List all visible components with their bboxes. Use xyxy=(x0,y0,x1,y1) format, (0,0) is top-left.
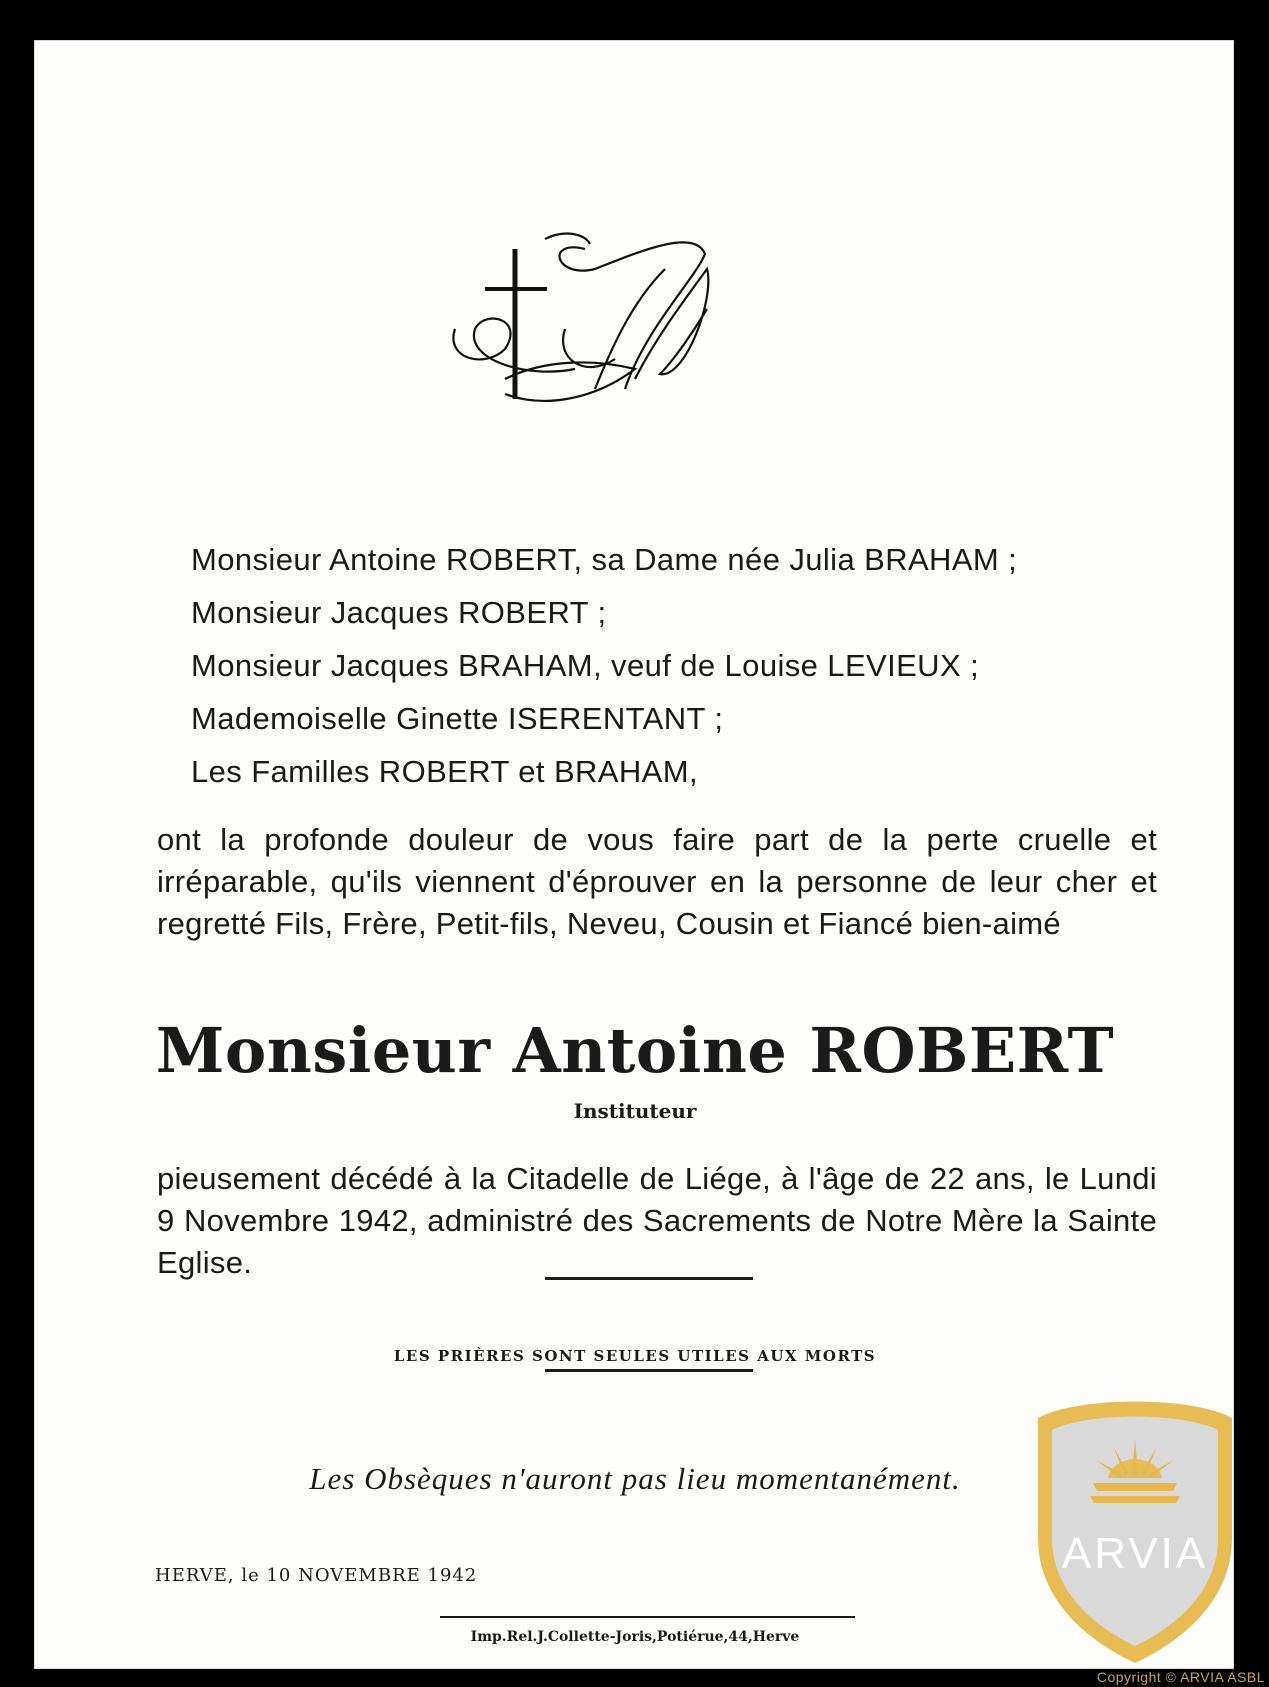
family-line: Monsieur Jacques BRAHAM, veuf de Louise LEVIEUX ; xyxy=(191,648,980,683)
divider-bottom xyxy=(545,1369,753,1372)
divider-top xyxy=(545,1277,753,1280)
deceased-name: Monsieur Antoine ROBERT xyxy=(155,1014,1115,1087)
deceased-profession: Instituteur xyxy=(573,1099,697,1123)
family-line: Mademoiselle Ginette ISERENTANT ; xyxy=(191,701,724,736)
copyright-text: Copyright © ARVIA ASBL xyxy=(1096,1669,1265,1685)
cross-monogram-icon xyxy=(445,209,745,429)
printer-credit: Imp.Rel.J.Collette-Joris,Potiérue,44,Herve xyxy=(470,1629,800,1645)
funeral-note: Les Obsèques n'auront pas lieu momentanément. xyxy=(309,1461,961,1496)
family-line: Monsieur Jacques ROBERT ; xyxy=(191,595,607,630)
announcement-text: ont la profonde douleur de vous faire part de la perte cruelle et irréparable, qu'ils viennent d'éprouver en la personne de leur cher et regretté Fils, Frère, Petit-fils, Neveu, Cousin et Fiancé bien-aimé xyxy=(157,822,1157,941)
family-list xyxy=(191,533,1017,798)
death-details: pieusement décédé à la Citadelle de Liége, à l'âge de 22 ans, le Lundi 9 Novembre 1942, administré des Sacrements de Notre Mère la Sainte Eglise. xyxy=(157,1161,1157,1280)
arvia-logo-icon xyxy=(1018,1388,1252,1670)
logo-text: ARVIA xyxy=(1061,1529,1209,1578)
place-date: HERVE, le 10 NOVEMBRE 1942 xyxy=(155,1565,478,1586)
family-line: Monsieur Antoine ROBERT, sa Dame née Julia BRAHAM ; xyxy=(191,542,1018,577)
prayer-line: LES PRIÈRES SONT SEULES UTILES AUX MORTS xyxy=(393,1347,877,1365)
printer-divider xyxy=(440,1616,855,1618)
family-line: Les Familles ROBERT et BRAHAM, xyxy=(191,754,698,789)
